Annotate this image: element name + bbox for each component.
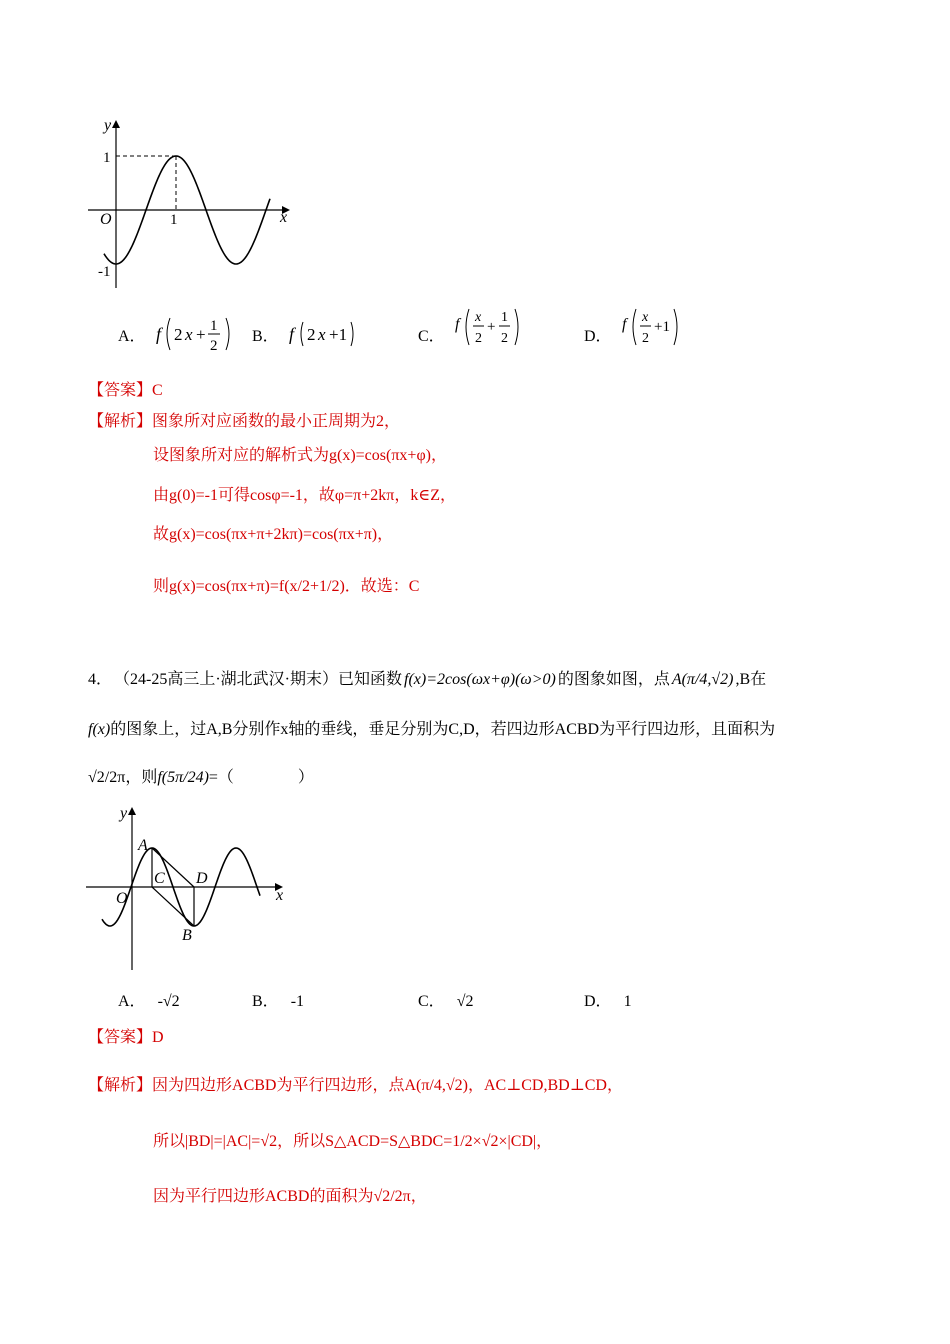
q3-tick-y-top: 1 bbox=[103, 150, 111, 166]
q4-stem-line-3 bbox=[88, 764, 314, 787]
q4-y-arrow bbox=[128, 807, 136, 815]
q4-analysis-line-3: 因为平行四边形ACBD的面积为√2/2π， bbox=[153, 1188, 427, 1205]
q3-option-d-letter: D． bbox=[584, 327, 612, 345]
q4-point-a-label: A bbox=[138, 837, 148, 854]
q4-origin-label: O bbox=[116, 890, 128, 907]
svg-text:2: 2 bbox=[641, 331, 649, 346]
q4-point-c-label: C bbox=[154, 870, 165, 887]
q3-option-b-formula bbox=[287, 312, 367, 356]
svg-text:+1: +1 bbox=[653, 319, 670, 335]
q3-option-a[interactable] bbox=[118, 312, 244, 356]
q4-stem-3b: ，则 bbox=[125, 769, 158, 786]
q4-option-a-letter: A． bbox=[118, 993, 146, 1010]
q4-option-d-letter: D． bbox=[584, 993, 612, 1010]
q4-option-c-value: √2 bbox=[456, 993, 474, 1010]
q3-analysis-line-1 bbox=[88, 408, 400, 431]
svg-text:f: f bbox=[155, 324, 161, 344]
q4-point-b-label: B bbox=[182, 927, 192, 944]
svg-text:+1: +1 bbox=[328, 325, 347, 344]
q3-answer-value: C bbox=[152, 382, 163, 399]
svg-text:2: 2 bbox=[474, 331, 482, 346]
svg-text:1: 1 bbox=[209, 318, 218, 334]
q4-stem-3c: f(5π/24) bbox=[157, 769, 209, 786]
q4-option-d[interactable] bbox=[584, 988, 632, 1011]
q4-option-d-value: 1 bbox=[623, 993, 632, 1010]
q4-stem-1c: 的图象如图，点 bbox=[557, 671, 670, 688]
q3-option-c-formula bbox=[453, 305, 533, 349]
q4-stem-line-2 bbox=[88, 716, 775, 739]
q4-answer-value: D bbox=[152, 1029, 164, 1046]
q4-y-label: y bbox=[120, 805, 128, 822]
svg-text:2: 2 bbox=[306, 325, 316, 344]
q4-stem-1e: ,B在 bbox=[735, 671, 767, 688]
q3-tick-x: 1 bbox=[170, 212, 178, 228]
q3-option-c[interactable] bbox=[418, 305, 533, 349]
q3-analysis-text-1: 图象所对应函数的最小正周期为2， bbox=[152, 413, 401, 430]
svg-text:1: 1 bbox=[500, 310, 508, 325]
q3-answer-tag: 【答案】 bbox=[88, 382, 153, 399]
q3-x-label: x bbox=[280, 209, 288, 226]
svg-text:+: + bbox=[486, 319, 496, 335]
q4-answer bbox=[88, 1024, 164, 1047]
q4-segment-cb bbox=[152, 887, 194, 926]
q4-option-a-value: -√2 bbox=[157, 993, 180, 1010]
q4-option-a[interactable] bbox=[118, 988, 180, 1011]
svg-text:x: x bbox=[184, 325, 193, 344]
svg-text:x: x bbox=[474, 310, 481, 325]
q4-option-b-value: -1 bbox=[290, 993, 305, 1010]
q4-option-b-letter: B． bbox=[252, 993, 279, 1010]
svg-text:x: x bbox=[641, 310, 648, 325]
svg-text:+: + bbox=[195, 325, 206, 344]
q4-analysis-text-1: 因为四边形ACBD为平行四边形，点A(π/4,√2)，AC⊥CD,BD⊥CD， bbox=[152, 1077, 623, 1094]
q3-tick-y-bottom: -1 bbox=[98, 264, 111, 280]
q3-analysis-line-2: 设图象所对应的解析式为g(x)=cos(πx+φ)， bbox=[153, 447, 448, 464]
q4-point-d-label: D bbox=[196, 870, 208, 887]
q4-number: 4． bbox=[88, 671, 113, 688]
q3-y-arrow bbox=[112, 120, 120, 128]
q4-stem-2a: f(x) bbox=[88, 721, 111, 738]
q4-stem-line-1 bbox=[88, 666, 766, 689]
q4-option-c-letter: C． bbox=[418, 993, 445, 1010]
q4-analysis-line-1 bbox=[88, 1072, 623, 1095]
q4-stem-1d: A(π/4,√2) bbox=[671, 671, 734, 688]
q3-analysis-line-3: 由g(0)=-1可得cosφ=-1，故φ=π+2kπ，k∈Z， bbox=[153, 487, 456, 504]
q4-analysis-line-2: 所以|BD|=|AC|=√2，所以S△ACD=S△BDC=1/2×√2×|CD|， bbox=[153, 1133, 553, 1150]
svg-text:f: f bbox=[621, 316, 627, 333]
q4-option-b[interactable] bbox=[252, 988, 304, 1011]
q4-stem-1b: f(x)=2cos(ωx+φ)(ω>0) bbox=[404, 671, 556, 688]
q4-stem-3d: =（ ） bbox=[208, 769, 314, 786]
q3-y-label: y bbox=[104, 117, 112, 134]
q4-stem-3a: √2/2π bbox=[88, 769, 126, 786]
q4-stem-1a: 已知函数 bbox=[338, 671, 403, 688]
q3-option-a-formula bbox=[154, 312, 244, 356]
q3-analysis-tag: 【解析】 bbox=[88, 413, 153, 430]
q4-option-c[interactable] bbox=[418, 988, 473, 1011]
svg-text:2: 2 bbox=[500, 331, 508, 346]
q3-option-b[interactable] bbox=[252, 312, 367, 356]
q3-option-b-letter: B． bbox=[252, 327, 279, 345]
svg-text:f: f bbox=[454, 316, 460, 333]
q3-option-d[interactable] bbox=[584, 305, 690, 349]
q3-graph bbox=[80, 110, 310, 300]
q4-answer-tag: 【答案】 bbox=[88, 1029, 153, 1046]
q3-answer bbox=[88, 377, 163, 400]
q4-analysis-tag: 【解析】 bbox=[88, 1077, 153, 1094]
svg-text:x: x bbox=[317, 325, 326, 344]
q3-analysis-line-4: 故g(x)=cos(πx+π+2kπ)=cos(πx+π)， bbox=[153, 526, 394, 543]
q3-option-c-letter: C． bbox=[418, 327, 445, 345]
svg-text:2: 2 bbox=[173, 325, 183, 344]
svg-text:f: f bbox=[288, 324, 294, 344]
q3-analysis-line-5: 则g(x)=cos(πx+π)=f(x/2+1/2)．故选：C bbox=[153, 578, 420, 595]
q3-option-d-formula bbox=[620, 305, 690, 349]
q4-graph bbox=[80, 800, 300, 975]
q3-origin-label: O bbox=[100, 211, 112, 228]
q4-source: （24-25高三上·湖北武汉·期末） bbox=[122, 671, 339, 688]
q3-option-a-letter: A． bbox=[118, 327, 146, 345]
svg-text:2: 2 bbox=[209, 338, 218, 354]
q4-stem-2b: 的图象上，过A,B分别作x轴的垂线，垂足分别为C,D，若四边形ACBD为平行四边形，且面积为 bbox=[110, 721, 776, 738]
q4-x-label: x bbox=[276, 887, 284, 904]
